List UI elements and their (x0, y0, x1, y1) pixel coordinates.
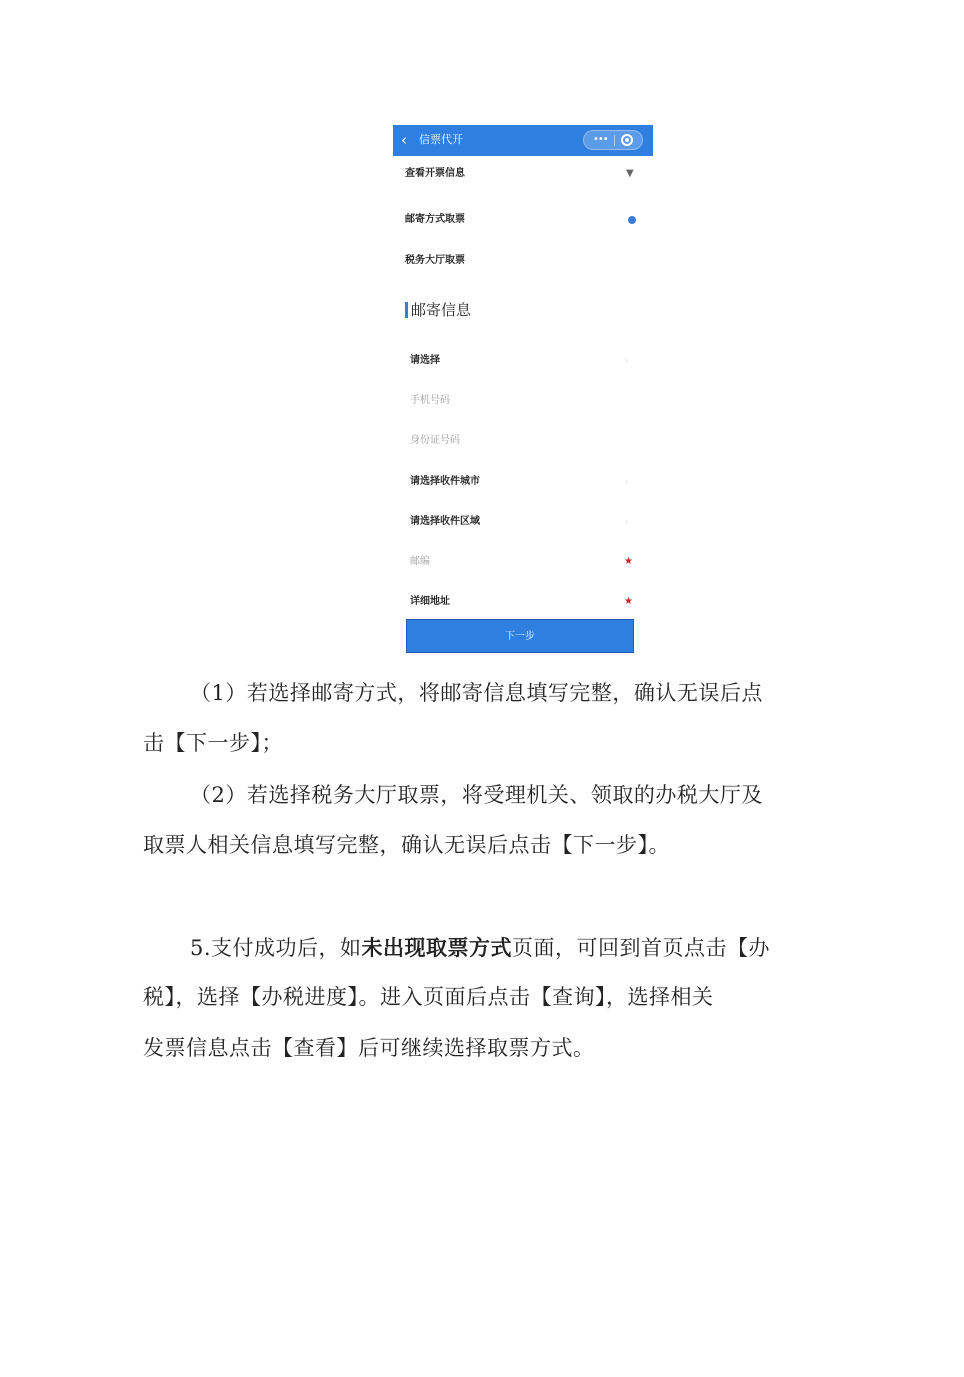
miniapp-capsule (583, 130, 643, 150)
required-star-icon: ★ (624, 556, 633, 567)
p3-text-c: 页面，可回到首页点击【办 (512, 936, 771, 960)
chevron-right-icon: › (625, 477, 629, 486)
phone-input[interactable]: 手机号码 (410, 395, 450, 406)
chevron-right-icon: › (625, 356, 629, 365)
mail-pickup-option[interactable]: 邮寄方式取票 (405, 214, 465, 225)
area-select[interactable]: 请选择收件区域 (410, 516, 480, 527)
title-bar (393, 125, 653, 156)
back-icon[interactable]: ‹ (401, 131, 407, 149)
paragraph-2-line-1: （2）若选择税务大厅取票，将受理机关、领取的办税大厅及 (190, 783, 763, 807)
paragraph-1-line-2: 击【下一步】； (143, 731, 283, 755)
view-invoice-row[interactable]: 查看开票信息 (405, 168, 465, 179)
paragraph-3-line-2: 税】，选择【办税进度】。进入页面后点击【查询】，选择相关 (143, 985, 714, 1009)
p3-emphasis: 未出现取票方式 (361, 935, 513, 960)
page-title: 信票代开 (419, 133, 463, 146)
select-field[interactable]: 请选择 (410, 355, 440, 366)
paragraph-3-line-3: 发票信息点击【查看】后可继续选择取票方式。 (143, 1036, 595, 1060)
paragraph-1-line-1: （1）若选择邮寄方式，将邮寄信息填写完整，确认无误后点 (190, 681, 763, 705)
address-input[interactable]: 详细地址 (410, 596, 450, 607)
close-miniapp-icon[interactable] (621, 134, 633, 146)
capsule-divider (614, 135, 615, 146)
radio-selected-icon[interactable] (628, 216, 636, 224)
paragraph-3-line-1 (143, 922, 833, 974)
required-star-icon: ★ (624, 596, 633, 607)
chevron-right-icon: › (625, 517, 629, 526)
section-title: 邮寄信息 (411, 301, 472, 319)
caret-down-icon[interactable]: ▼ (626, 168, 634, 179)
hall-pickup-option[interactable]: 税务大厅取票 (405, 255, 465, 266)
city-select[interactable]: 请选择收件城市 (410, 476, 480, 487)
more-icon[interactable]: ••• (593, 134, 608, 145)
postcode-input[interactable]: 邮编 (410, 556, 430, 567)
next-step-button[interactable]: 下一步 (406, 619, 634, 653)
phone-screenshot (393, 125, 653, 656)
paragraph-2-line-2: 取票人相关信息填写完整，确认无误后点击【下一步】。 (143, 833, 670, 857)
p3-text-a: 5.支付成功后，如 (190, 936, 362, 960)
id-number-input[interactable]: 身份证号码 (410, 435, 460, 446)
